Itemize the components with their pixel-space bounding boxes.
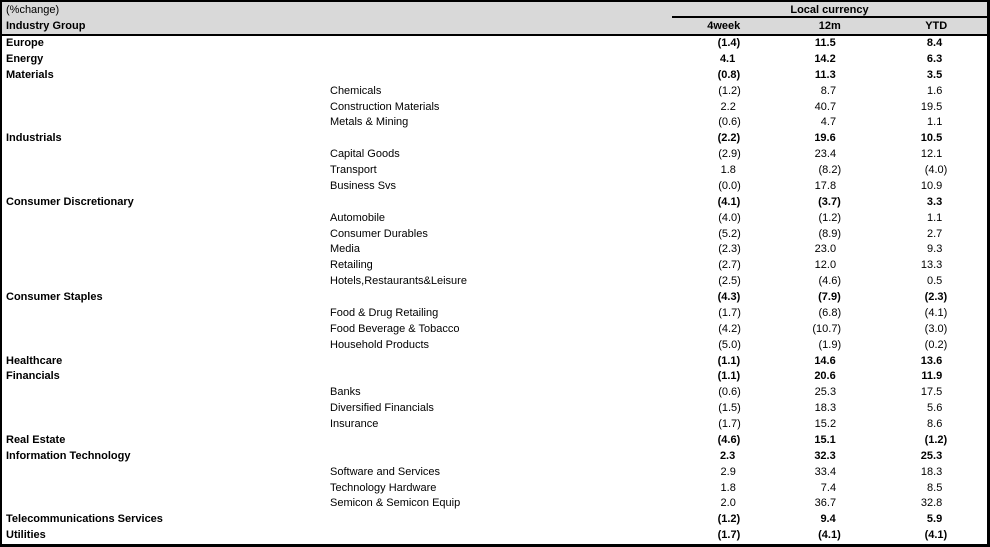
value-12m: 23.0 (814, 243, 837, 256)
value-4week: (2.7) (718, 259, 741, 272)
industry-label: Semicon & Semicon Equip (330, 497, 461, 510)
table-row (2, 481, 987, 497)
industry-label: Europe (6, 37, 44, 49)
header-row-currency (2, 2, 987, 18)
value-4week: (1.4) (717, 37, 741, 49)
value-12m: 14.6 (814, 354, 836, 367)
value-ytd: 1.6 (927, 84, 943, 97)
value-4week: (2.9) (718, 148, 741, 161)
value-4week: (1.1) (717, 354, 741, 367)
column-header-ytd: YTD (925, 20, 948, 32)
value-ytd: 13.3 (920, 259, 943, 272)
value-4week: (4.2) (718, 322, 741, 335)
industry-label: Business Svs (330, 179, 397, 192)
value-ytd: 6.3 (926, 52, 943, 65)
value-ytd: 19.5 (920, 100, 943, 113)
value-12m: 9.4 (820, 513, 836, 526)
table-row (2, 274, 987, 290)
value-12m: 18.3 (814, 402, 837, 415)
value-12m: (10.7) (812, 322, 842, 335)
table-row (2, 338, 987, 354)
value-12m: 15.1 (814, 433, 836, 446)
value-4week: (1.7) (718, 306, 741, 319)
industry-label: Automobile (330, 211, 386, 224)
table-row (2, 242, 987, 258)
table-row (2, 449, 987, 465)
value-4week: (0.0) (718, 179, 741, 192)
local-currency-header: Local currency (672, 2, 987, 18)
table-header (2, 2, 987, 36)
value-4week: (4.0) (718, 211, 741, 224)
industry-label: Utilities (6, 529, 46, 542)
value-12m: 23.4 (814, 148, 837, 161)
value-ytd: 3.5 (926, 68, 943, 81)
value-ytd: 9.3 (927, 243, 943, 256)
value-ytd: 2.7 (927, 227, 943, 240)
value-ytd: 10.5 (920, 132, 943, 145)
table-body (2, 36, 987, 544)
value-4week: (1.7) (717, 529, 741, 542)
value-12m: (8.2) (818, 164, 842, 176)
value-12m: 36.7 (814, 497, 837, 510)
industry-label: Consumer Staples (6, 291, 103, 303)
table-row (2, 84, 987, 100)
value-12m: 7.4 (820, 481, 837, 494)
table-row (2, 147, 987, 163)
industry-label: Banks (330, 386, 361, 399)
industry-label: Retailing (330, 259, 373, 272)
table-row (2, 68, 987, 84)
industry-label: Transport (330, 164, 377, 176)
table-row (2, 401, 987, 417)
table-row (2, 417, 987, 433)
value-4week: (5.2) (718, 227, 741, 240)
value-12m: 11.3 (814, 68, 836, 81)
table-row (2, 163, 987, 179)
value-4week: (4.3) (717, 291, 741, 303)
value-12m: 25.3 (814, 386, 837, 399)
table-row (2, 354, 987, 370)
table-row (2, 290, 987, 306)
value-ytd: 17.5 (920, 386, 943, 399)
value-12m: 4.7 (820, 116, 837, 129)
industry-label: Food & Drug Retailing (330, 306, 439, 319)
value-ytd: 8.6 (927, 418, 943, 430)
value-ytd: (4.0) (924, 164, 948, 176)
value-ytd: 1.1 (927, 211, 943, 224)
table-row (2, 258, 987, 274)
table-row (2, 179, 987, 195)
column-header-4week: 4week (707, 20, 741, 32)
table-row (2, 512, 987, 528)
value-ytd: 0.5 (927, 275, 943, 288)
value-12m: (7.9) (818, 291, 841, 303)
industry-label: Consumer Discretionary (6, 195, 134, 208)
value-4week: (2.3) (718, 243, 741, 256)
value-4week: (0.8) (717, 68, 741, 81)
value-12m: 20.6 (814, 370, 836, 383)
table-row (2, 496, 987, 512)
table-row (2, 433, 987, 449)
industry-label: Telecommunications Services (6, 513, 163, 526)
value-4week: 4.1 (719, 52, 736, 65)
value-ytd: 8.4 (926, 37, 943, 49)
value-ytd: 3.3 (926, 195, 943, 208)
industry-label: Chemicals (330, 84, 382, 97)
industry-label: Energy (6, 52, 44, 65)
industry-label: Financials (6, 370, 60, 383)
value-12m: (4.1) (818, 529, 841, 542)
column-header-12m: 12m (818, 20, 841, 32)
value-ytd: 5.9 (926, 513, 943, 526)
value-12m: 15.2 (814, 418, 837, 430)
industry-label: Industrials (6, 132, 62, 145)
value-12m: (1.9) (818, 338, 842, 351)
value-12m: (1.2) (818, 211, 842, 224)
value-ytd: (4.1) (924, 306, 948, 319)
value-4week: (4.6) (717, 433, 741, 446)
industry-label: Consumer Durables (330, 227, 428, 240)
industry-label: Household Products (330, 338, 430, 351)
value-4week: (2.5) (718, 275, 741, 288)
table-row (2, 528, 987, 544)
value-ytd: 12.1 (920, 148, 943, 161)
industry-label: Food Beverage & Tobacco (330, 322, 460, 335)
value-12m: (8.9) (818, 227, 842, 240)
table-row (2, 322, 987, 338)
industry-label: Diversified Financials (330, 402, 434, 415)
value-ytd: 10.9 (920, 179, 943, 192)
value-ytd: 13.6 (920, 354, 943, 367)
value-ytd: (4.1) (924, 529, 948, 542)
table-row (2, 385, 987, 401)
value-ytd: 18.3 (920, 465, 943, 478)
value-4week: 1.8 (720, 481, 736, 494)
value-4week: (1.7) (718, 418, 741, 430)
industry-label: Technology Hardware (330, 481, 437, 494)
header-row-columns (2, 18, 987, 34)
value-12m: (6.8) (818, 306, 842, 319)
value-12m: 12.0 (814, 259, 837, 272)
value-ytd: 5.6 (927, 402, 943, 415)
value-ytd: 1.1 (927, 116, 943, 129)
value-ytd: (3.0) (924, 322, 948, 335)
value-12m: 19.6 (814, 132, 836, 145)
value-12m: 40.7 (814, 100, 837, 113)
value-ytd: (1.2) (924, 433, 948, 446)
table-row (2, 52, 987, 68)
table-row (2, 36, 987, 52)
value-ytd: (2.3) (924, 291, 948, 303)
value-ytd: 32.8 (920, 497, 943, 510)
value-4week: (1.5) (718, 402, 741, 415)
value-4week: 2.3 (719, 449, 736, 462)
value-4week: 2.0 (720, 497, 736, 510)
value-4week: (2.2) (717, 132, 741, 145)
value-4week: (1.2) (717, 513, 741, 526)
table-row (2, 306, 987, 322)
industry-label: Media (330, 243, 360, 256)
table-row (2, 195, 987, 211)
value-12m: 8.7 (820, 84, 837, 97)
value-12m: 32.3 (814, 449, 836, 462)
value-12m: (4.6) (818, 275, 842, 288)
industry-label: Hotels,Restaurants&Leisure (330, 275, 467, 288)
table-row (2, 227, 987, 243)
value-4week: (1.1) (717, 370, 741, 383)
value-ytd: 11.9 (921, 370, 943, 383)
value-4week: (0.6) (718, 386, 741, 399)
industry-group-header: Industry Group (6, 20, 86, 32)
industry-label: Healthcare (6, 354, 63, 367)
value-12m: 17.8 (814, 179, 837, 192)
industry-label: Metals & Mining (330, 116, 409, 129)
industry-label: Insurance (330, 418, 379, 430)
value-12m: 11.5 (814, 37, 836, 49)
value-12m: 14.2 (814, 52, 836, 65)
industry-label: Real Estate (6, 433, 66, 446)
value-ytd: 8.5 (927, 481, 943, 494)
industry-label: Materials (6, 68, 54, 81)
table-row (2, 369, 987, 385)
value-4week: (5.0) (718, 338, 741, 351)
value-4week: (4.1) (717, 195, 741, 208)
percent-change-label: (%change) (6, 4, 60, 16)
table-row (2, 100, 987, 116)
industry-label: Capital Goods (330, 148, 400, 161)
value-12m: (3.7) (818, 195, 841, 208)
table-row (2, 211, 987, 227)
value-4week: (1.2) (718, 84, 741, 97)
value-4week: 1.8 (720, 164, 736, 176)
value-4week: 2.9 (720, 465, 736, 478)
value-ytd: 25.3 (920, 449, 943, 462)
table-row (2, 115, 987, 131)
industry-label: Software and Services (330, 465, 441, 478)
value-ytd: (0.2) (924, 338, 948, 351)
value-12m: 33.4 (814, 465, 837, 478)
table-row (2, 131, 987, 147)
table-row (2, 465, 987, 481)
industry-label: Construction Materials (330, 100, 440, 113)
value-4week: (0.6) (718, 116, 741, 129)
value-4week: 2.2 (720, 100, 736, 113)
industry-label: Information Technology (6, 449, 131, 462)
